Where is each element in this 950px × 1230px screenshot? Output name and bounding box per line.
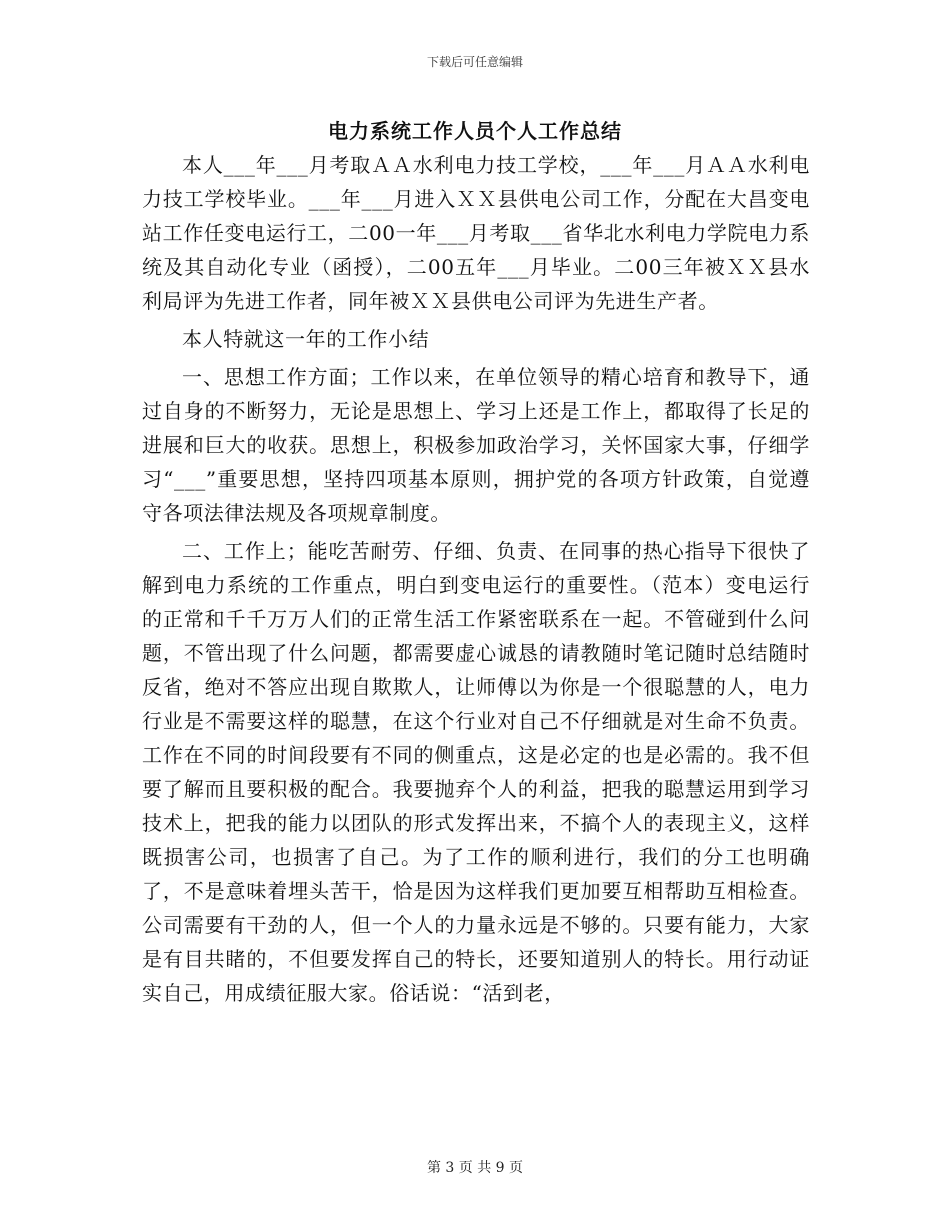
paragraph-intro: 本人___年___月考取ＡＡ水利电力技工学校，___年___月ＡＡ水利电力技工学校毕业。___年___月进入ＸＸ县供电公司工作，分配在大昌变电站工作任变电运行工，二00一年___月考取___省华北水利电力学院电力系统及其自动化专业（函授），二00五年___月毕业。二00三年被ＸＸ县水利局评为先进工作者，同年被ＸＸ县供电公司评为先进生产者。 <box>142 153 810 313</box>
document-body <box>142 148 810 1010</box>
paragraph-work: 二、工作上；能吃苦耐劳、仔细、负责、在同事的热心指导下很快了解到电力系统的工作重点，明白到变电运行的重要性。（范本）变电运行的正常和千千万万人们的正常生活工作紧密联系在一起。不管碰到什么问题，不管出现了什么问题，都需要虚心诚恳的请教随时笔记随时总结随时反省，绝对不答应出现自欺欺人，让师傅以为你是一个很聪慧的人，电力行业是不需要这样的聪慧，在这个行业对自己不仔细就是对生命不负责。工作在不同的时间段要有不同的侧重点，这是必定的也是必需的。我不但要了解而且要积极的配合。我要抛弃个人的利益，把我的聪慧运用到学习技术上，把我的能力以团队的形式发挥出来，不搞个人的表现主义，这样既损害公司，也损害了自己。为了工作的顺利进行，我们的分工也明确了，不是意味着埋头苦干，恰是因为这样我们更加要互相帮助互相检查。公司需要有干劲的人，但一个人的力量永远是不够的。只要有能力，大家是有目共睹的，不但要发挥自己的特长，还要知道别人的特长。用行动证实自己，用成绩征服大家。俗话说：“活到老， <box>142 539 810 1005</box>
header-note: 下载后可任意编辑 <box>426 55 523 69</box>
page-number-footer: 第 3 页 共 9 页 <box>426 1160 524 1176</box>
document-title: 电力系统工作人员个人工作总结 <box>328 119 622 143</box>
paragraph-summary-lead: 本人特就这一年的工作小结 <box>182 327 430 351</box>
paragraph-thinking: 一、思想工作方面；工作以来，在单位领导的精心培育和教导下，通过自身的不断努力，无论是思想上、学习上还是工作上，都取得了长足的进展和巨大的收获。思想上，积极参加政治学习，关怀国家大事，仔细学习“___”重要思想，坚持四项基本原则，拥护党的各项方针政策，自觉遵守各项法律法规及各项规章制度。 <box>142 365 810 525</box>
